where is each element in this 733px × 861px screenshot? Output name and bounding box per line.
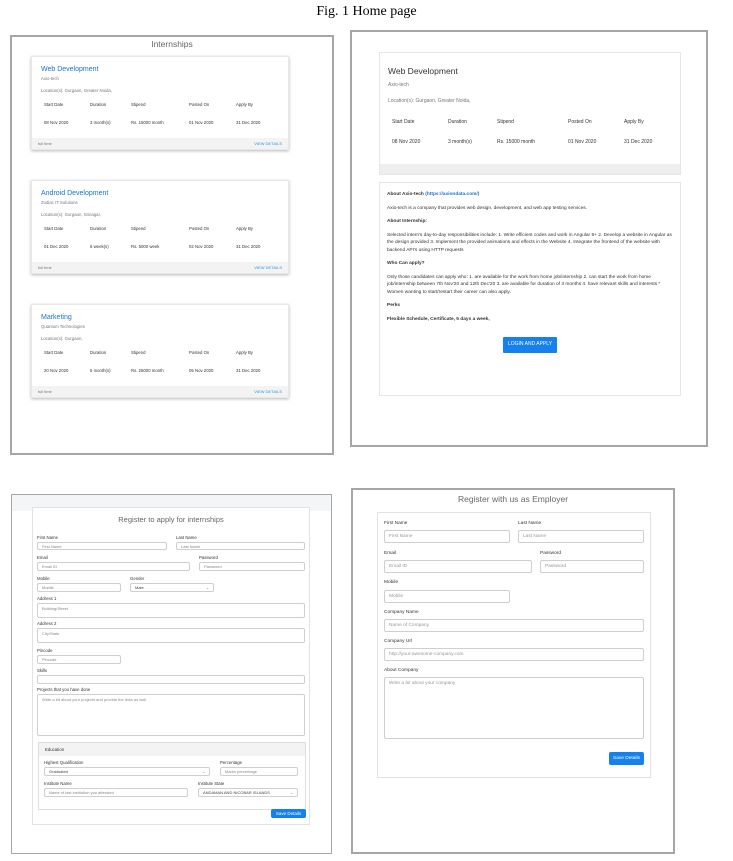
company-url-input[interactable]: http://your-awesome-company.com (384, 648, 644, 661)
projects-textarea[interactable]: Write a bit about your projects and provide the links as well (37, 694, 305, 736)
posted-on-value: 02 Nov 2020 (189, 244, 214, 249)
address2-label: Address 2 (37, 621, 57, 626)
education-heading: Education (39, 743, 305, 756)
login-and-apply-button[interactable]: LOGIN AND APPLY (503, 337, 557, 353)
header-stipend: Stipend (131, 226, 146, 231)
employer-register-panel (351, 488, 675, 854)
chevron-down-icon: ⌄ (206, 585, 209, 590)
gender-label: Gender (130, 576, 145, 581)
apply-by-value: 31 Dec 2020 (236, 368, 261, 373)
qualification-select[interactable] (44, 767, 210, 776)
about-internship-text: Selected intern's day-to-day responsibilities include: 1. Write efficient codes and work in Angular 8+ 2. Develop a website in Angular as the design provided 3. Implement the provided animations and effects in the Website 4. Integrate the frontend of the website with backend API's using HTTP requests (387, 232, 672, 253)
card-footer (32, 138, 288, 149)
last-name-input[interactable]: Last Name (518, 530, 644, 543)
internship-details (41, 350, 279, 373)
first-name-label: First Name (384, 521, 408, 526)
detail-company: Axio-tech (388, 82, 409, 88)
duration-value: 3 month(s) (90, 120, 111, 125)
internship-summary-card (379, 52, 681, 175)
education-section (38, 742, 306, 810)
header-start-date: Start Date (44, 226, 64, 231)
save-details-button[interactable]: Save Details (609, 752, 644, 765)
who-can-apply-text: Only those candidates can apply who: 1. are available for the work from home job/internship 2. can start the work from home job/internship between 7th Nov'20 and 12th Dec'20 3. are available for duration of 3 months 4. have relevant skills and interests * Women wanting to start/restart their career can also apply. (387, 274, 661, 295)
perks-text: Flexible Schedule, Certificate, 5 days a week, (387, 316, 490, 322)
detail-title: Web Development (388, 66, 458, 76)
perks-heading: Perks (387, 303, 401, 308)
last-name-label: Last Name (176, 535, 197, 540)
address1-input[interactable]: Building/Street (37, 603, 305, 618)
apply-by-value: 31 Dec 2020 (236, 244, 261, 249)
institute-state-select[interactable] (198, 788, 298, 797)
posted-on-value: 01 Nov 2020 (568, 139, 597, 145)
mobile-label: Mobile (37, 576, 50, 581)
duration-value: 6 week(s) (90, 244, 109, 249)
header-stipend: Stipend (497, 119, 514, 125)
student-register-panel (11, 494, 332, 854)
email-input[interactable]: Email ID (37, 562, 190, 571)
start-date-value: 20 Nov 2020 (44, 368, 69, 373)
header-posted-on: Posted On (189, 226, 210, 231)
internship-card (31, 56, 289, 150)
email-input[interactable]: Email ID (384, 560, 532, 573)
about-company-label: About Axio-tech (387, 192, 424, 197)
job-type: full time (38, 265, 52, 270)
gender-select[interactable] (130, 583, 214, 592)
internships-heading: Internships (151, 39, 193, 49)
header-start-date: Start Date (392, 119, 415, 125)
student-form-title: Register to apply for internships (118, 515, 224, 524)
institute-name-label: Institute Name (44, 781, 72, 786)
header-apply-by: Apply By (236, 226, 253, 231)
mobile-input[interactable]: Mobile (37, 583, 121, 592)
header-start-date: Start Date (44, 350, 64, 355)
header-duration: Duration (90, 102, 107, 107)
who-can-apply-heading: Who Can apply? (387, 261, 425, 266)
company-name-label: Company Name (384, 610, 419, 615)
internship-details (41, 102, 279, 125)
internship-details (41, 226, 279, 249)
figure-caption: Fig. 1 Home page (316, 4, 417, 19)
header-posted-on: Posted On (189, 350, 210, 355)
internship-title[interactable]: Marketing (41, 314, 72, 321)
location-text: Location(s): Gurgaon, Srinagar, (41, 212, 101, 217)
header-duration: Duration (90, 226, 107, 231)
internship-detail-panel (350, 30, 708, 447)
first-name-label: First Name (37, 535, 59, 540)
posted-on-value: 05 Nov 2020 (189, 368, 214, 373)
internship-description-card (379, 182, 681, 396)
job-type: full time (38, 389, 52, 394)
apply-by-value: 31 Dec 2020 (624, 139, 653, 145)
location-text: Location(s): Gurgaon, (41, 336, 83, 341)
percentage-label: Percentage (220, 760, 242, 765)
posted-on-value: 01 Nov 2020 (189, 120, 214, 125)
detail-location: Location(s): Gurgaon, Greater Noida, (388, 98, 471, 104)
start-date-value: 08 Nov 2020 (392, 139, 421, 145)
last-name-input[interactable]: Last Name (176, 542, 305, 550)
company-name: Zodiac IT Solutions (41, 200, 78, 205)
view-details-link[interactable]: VIEW DETAILS (254, 389, 282, 394)
detail-info-grid (392, 119, 674, 145)
student-form-card (32, 507, 310, 825)
card-footer (32, 262, 288, 273)
institute-state-label: Institute State (198, 781, 225, 786)
start-date-value: 08 Nov 2020 (44, 120, 69, 125)
header-duration: Duration (448, 119, 467, 125)
header-duration: Duration (90, 350, 107, 355)
job-type: full time (38, 141, 52, 146)
internship-card (31, 304, 289, 398)
employer-form-card (377, 512, 651, 778)
company-url-label: Company Url (384, 639, 412, 644)
stipend-value: Rs. 15000 month (497, 139, 536, 145)
pincode-input[interactable]: Pincode (37, 655, 121, 664)
company-name-input[interactable]: Name of Company (384, 619, 644, 632)
company-name: Quantum Technologies (41, 324, 85, 329)
location-text: Location(s): Gurgaon, Greater Noida, (41, 88, 112, 93)
email-label: Email (384, 551, 396, 556)
chevron-down-icon: ⌄ (290, 790, 293, 795)
company-website-link[interactable]: (https://axiondata.com/) (425, 192, 480, 197)
header-apply-by: Apply By (236, 350, 253, 355)
header-posted-on: Posted On (568, 119, 592, 125)
card-footer (32, 386, 288, 397)
internship-title[interactable]: Android Development (41, 190, 109, 197)
institute-state-value: ANDAMAN AND NICOBAR ISLANDS (203, 790, 270, 795)
gender-value: Male (135, 585, 144, 590)
apply-button-row (387, 337, 673, 353)
internship-title[interactable]: Web Development (41, 66, 99, 73)
address1-label: Address 1 (37, 596, 57, 601)
header-stipend: Stipend (131, 102, 146, 107)
about-internship-heading: About Internship: (387, 219, 427, 224)
header-posted-on: Posted On (189, 102, 210, 107)
password-label: Password (540, 551, 562, 556)
qualification-label: Highest Qualification (44, 760, 84, 765)
internship-card (31, 180, 289, 274)
mobile-input[interactable]: Mobile (384, 590, 510, 603)
stipend-value: Rs. 25000 month (131, 368, 164, 373)
mobile-label: Mobile (384, 580, 399, 585)
chevron-down-icon: ⌄ (202, 769, 205, 774)
employer-form-title: Register with us as Employer (457, 494, 569, 504)
projects-label: Projects that you have done (37, 687, 91, 692)
institute-name-input[interactable]: Name of last institution you attended (44, 788, 188, 797)
password-input[interactable]: Password (199, 562, 305, 571)
skills-label: Skills (37, 668, 48, 673)
last-name-label: Last Name (518, 521, 542, 526)
stipend-value: Rs. 5000 week (131, 244, 160, 249)
first-name-input[interactable]: First Name (37, 542, 167, 550)
duration-value: 5 month(s) (90, 368, 111, 373)
summary-footer-band (380, 164, 680, 174)
about-company-text: Axio-tech is a company that provides web design, development, and web app testing services. (387, 205, 587, 211)
password-label: Password (199, 555, 218, 560)
view-details-link[interactable]: VIEW DETAILS (254, 265, 282, 270)
apply-by-value: 31 Dec 2020 (236, 120, 261, 125)
percentage-input[interactable]: Marks percentage (220, 767, 298, 776)
view-details-link[interactable]: VIEW DETAILS (254, 141, 282, 146)
email-label: Email (37, 555, 48, 560)
stipend-value: Rs. 15000 month (131, 120, 164, 125)
skills-input[interactable] (37, 675, 305, 684)
duration-value: 3 month(s) (448, 139, 472, 145)
start-date-value: 01 Dec 2020 (44, 244, 69, 249)
header-stipend: Stipend (131, 350, 146, 355)
qualification-value: Graduated (49, 769, 68, 774)
internships-list-panel (10, 35, 334, 455)
header-apply-by: Apply By (624, 119, 644, 125)
about-company-label: About Company (384, 668, 419, 673)
about-company-heading (387, 191, 673, 199)
about-company-textarea[interactable]: Write a bit about your company (384, 677, 644, 739)
header-apply-by: Apply By (236, 102, 253, 107)
address2-input[interactable]: City/State (37, 628, 305, 643)
pincode-label: Pincode (37, 648, 53, 653)
password-input[interactable]: Password (540, 560, 644, 573)
save-details-button[interactable]: Save Details (271, 809, 306, 818)
first-name-input[interactable]: First Name (384, 530, 510, 543)
company-name: Axio-tech (41, 76, 59, 81)
header-start-date: Start Date (44, 102, 64, 107)
